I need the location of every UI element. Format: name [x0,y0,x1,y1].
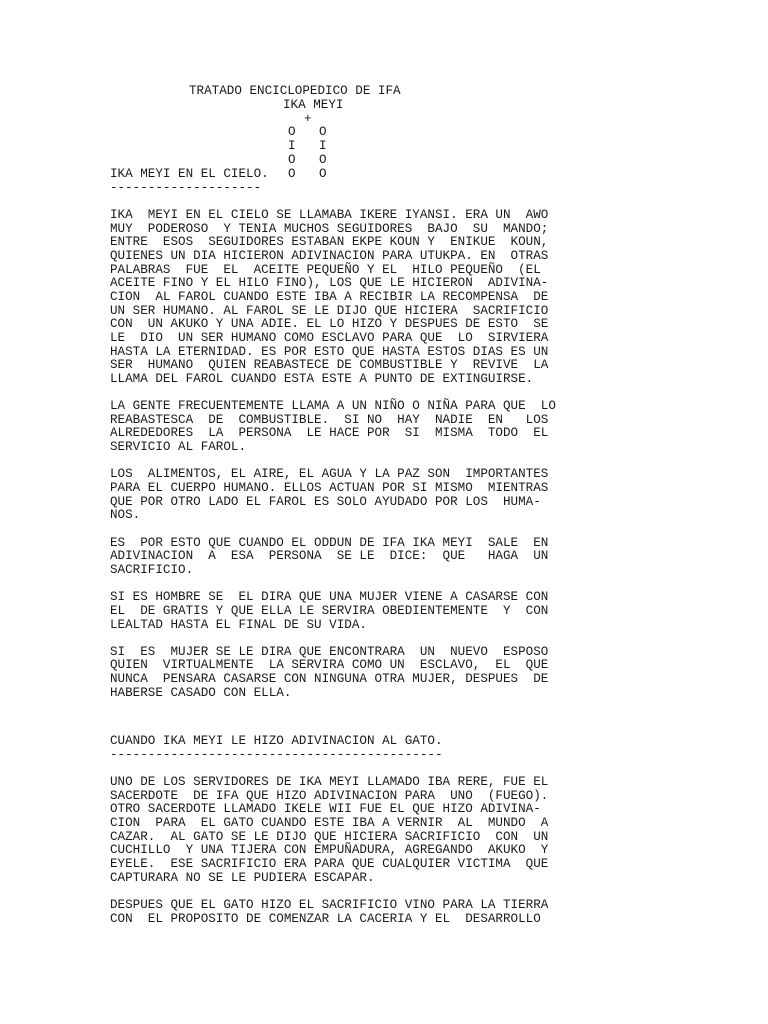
paragraph-line: EYELE. ESE SACRIFICIO ERA PARA QUE CUALQUIER VICTIMA QUE [110,856,549,871]
paragraph-line: SERVICIO AL FAROL. [110,440,247,455]
paragraph-line: ENTRE ESOS SEGUIDORES ESTABAN EKPE KOUN Y ENIKUE KOUN, [110,235,549,250]
section-heading: CUANDO IKA MEYI LE HIZO ADIVINACION AL GATO. [110,734,443,748]
paragraph-line: SACERDOTE DE IFA QUE HIZO ADIVINACION PARA UNO (FUEGO). [110,788,549,803]
paragraph-line: NUNCA PENSARA CASARSE CON NINGUNA OTRA MUJER, DESPUES DE [110,672,549,687]
paragraph-line: ACEITE FINO Y EL HILO FINO), LOS QUE LE HICIERON ADIVINA- [110,276,549,291]
paragraph-line: NOS. [110,508,141,523]
paragraph-line: LEALTAD HASTA EL FINAL DE SU VIDA. [110,617,367,632]
paragraph-line: SER HUMANO QUIEN REABASTECE DE COMBUSTIBLE Y REVIVE LA [110,358,549,373]
paragraph-line: LA GENTE FRECUENTEMENTE LLAMA A UN NIÑO O NIÑA PARA QUE LO [110,399,556,414]
paragraph-line: CON EL PROPOSITO DE COMENZAR LA CACERIA Y EL DESARROLLO [110,911,541,926]
paragraph-line: OTRO SACERDOTE LLAMADO IKELE WII FUE EL QUE HIZO ADIVINA- [110,802,541,817]
paragraph-line: LLAMA DEL FAROL CUANDO ESTA ESTE A PUNTO DE EXTINGUIRSE. [110,371,534,386]
paragraph-line: CON UN AKUKO Y UNA ADIE. EL LO HIZO Y DESPUES DE ESTO SE [110,317,549,332]
paragraph-line: HABERSE CASADO CON ELLA. [110,685,292,700]
paragraph-line: REABASTESCA DE COMBUSTIBLE. SI NO HAY NADIE EN LOS [110,412,549,427]
paragraph-line: UNO DE LOS SERVIDORES DE IKA MEYI LLAMADO IBA RERE, FUE EL [110,775,549,789]
paragraph-line: UN SER HUMANO. AL FAROL SE LE DIJO QUE HICIERA SACRIFICIO [110,303,549,318]
paragraph-line: SI ES MUJER SE LE DIRA QUE ENCONTRARA UN NUEVO ESPOSO [110,644,549,659]
paragraph-line: SI ES HOMBRE SE EL DIRA QUE UNA MUJER VIENE A CASARSE CON [110,590,549,605]
paragraph-line: HASTA LA ETERNIDAD. ES POR ESTO QUE HASTA ESTOS DIAS ES UN [110,344,549,359]
odu-mark-left: O [288,167,296,181]
paragraph-line: CION PARA EL GATO CUANDO ESTE IBA A VERNIR AL MUNDO A [110,815,549,830]
paragraph-line: LOS ALIMENTOS, EL AIRE, EL AGUA Y LA PAZ SON IMPORTANTES [110,467,549,482]
document-title: TRATADO ENCICLOPEDICO DE IFA [189,84,401,98]
paragraph-line: PALABRAS FUE EL ACEITE PEQUEÑO Y EL HILO PEQUEÑO (EL [110,262,541,277]
paragraph-line: EL DE GRATIS Y QUE ELLA LE SERVIRA OBEDIENTEMENTE Y CON [110,603,549,618]
section-underline: -------------------------------------------- [110,748,443,762]
paragraph-line: QUE POR OTRO LADO EL FAROL ES SOLO AYUDADO POR LOS HUMA- [110,494,541,509]
section-heading: IKA MEYI EN EL CIELO. [110,167,269,181]
paragraph-line: ALREDEDORES LA PERSONA LE HACE POR SI MISMA TODO EL [110,426,549,441]
odu-mark-right: O [319,167,327,181]
paragraph-line: IKA MEYI EN EL CIELO SE LLAMABA IKERE IYANSI. ERA UN AWO [110,208,549,222]
paragraph-line: CION AL FAROL CUANDO ESTE IBA A RECIBIR LA RECOMPENSA DE [110,289,549,304]
section-underline: -------------------- [110,181,262,195]
paragraph-line: ADIVINACION A ESA PERSONA SE LE DICE: QUE HAGA UN [110,549,549,564]
paragraph-line: MUY PODEROSO Y TENIA MUCHOS SEGUIDORES BAJO SU MANDO; [110,221,549,236]
paragraph-line: SACRIFICIO. [110,562,194,577]
paragraph-line: CUCHILLO Y UNA TIJERA CON EMPUÑADURA, AGREGANDO AKUKO Y [110,843,549,858]
odu-mark-right: O [319,153,327,167]
paragraph-line: CAZAR. AL GATO SE LE DIJO QUE HICIERA SACRIFICIO CON UN [110,829,549,844]
paragraph-line: DESPUES QUE EL GATO HIZO EL SACRIFICIO VINO PARA LA TIERRA [110,897,549,912]
odu-mark-right: O [319,125,327,139]
paragraph-line: LE DIO UN SER HUMANO COMO ESCLAVO PARA QUE LO SIRVIERA [110,330,549,345]
odu-mark-left: O [288,125,296,139]
odu-mark-left: O [288,153,296,167]
paragraph-line: QUIEN VIRTUALMENTE LA SERVIRA COMO UN ESCLAVO, EL QUE [110,658,549,673]
paragraph-line: CAPTURARA NO SE LE PUDIERA ESCAPAR. [110,870,375,885]
odu-mark-right: I [319,139,327,153]
paragraph-line: PARA EL CUERPO HUMANO. ELLOS ACTUAN POR SI MISMO MIENTRAS [110,481,549,495]
odu-mark-left: I [288,139,296,153]
odu-sign-plus: + [304,112,312,126]
paragraph-line: ES POR ESTO QUE CUANDO EL ODDUN DE IFA IKA MEYI SALE EN [110,535,549,550]
odu-name: IKA MEYI [283,98,344,112]
paragraph-line: QUIENES UN DIA HICIERON ADIVINACION PARA UTUKPA. EN OTRAS [110,248,549,263]
